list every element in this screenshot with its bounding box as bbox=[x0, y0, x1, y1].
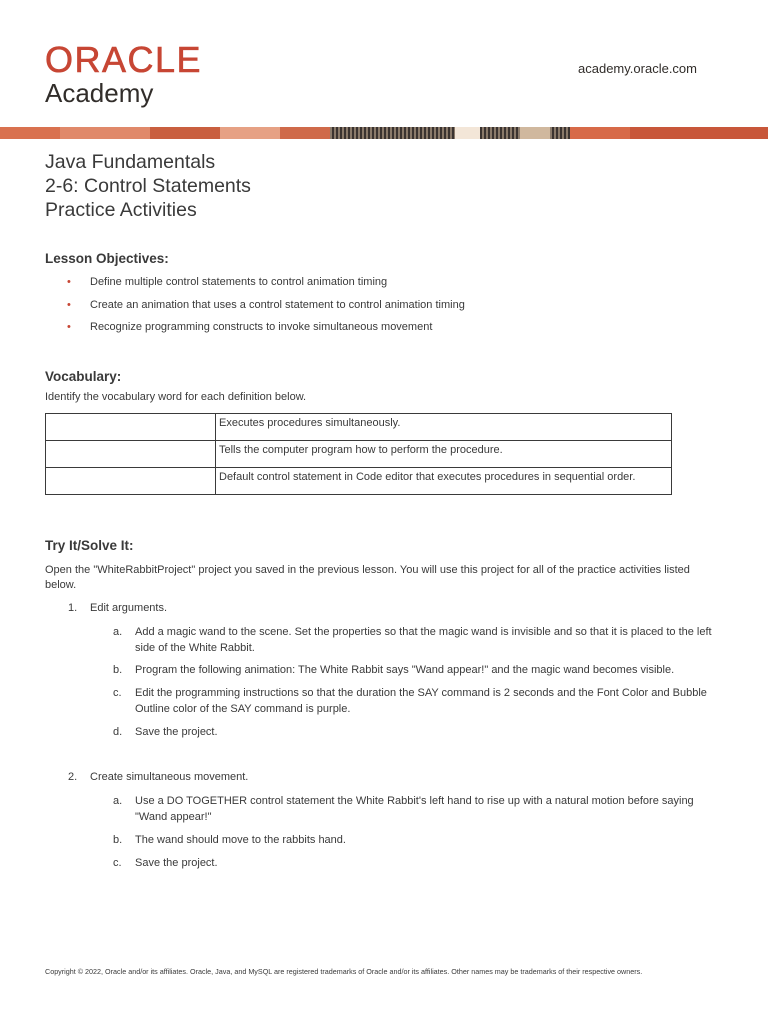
vocabulary-heading: Vocabulary: bbox=[45, 369, 122, 384]
vocabulary-instruction-wrap bbox=[45, 390, 685, 405]
task-label: Create simultaneous movement. bbox=[90, 771, 249, 783]
lesson-title: 2-6: Control Statements bbox=[45, 175, 251, 197]
site-url[interactable]: academy.oracle.com bbox=[578, 61, 697, 76]
table-row bbox=[46, 441, 672, 468]
definition-cell: Executes procedures simultaneously. bbox=[216, 414, 672, 441]
task-number: 2. bbox=[68, 771, 78, 783]
step-letter: a. bbox=[113, 795, 123, 807]
step-letter: d. bbox=[113, 726, 123, 738]
definition-cell: Tells the computer program how to perform the procedure. bbox=[216, 441, 672, 468]
objectives-list-wrap bbox=[45, 275, 685, 343]
step-text: Save the project. bbox=[135, 857, 218, 869]
list-item: • Define multiple control statements to control animation timing bbox=[67, 276, 388, 288]
decorative-banner bbox=[0, 127, 768, 139]
logo-academy-text: Academy bbox=[45, 78, 154, 108]
step-text: Add a magic wand to the scene. Set the properties so that the magic wand is invisible and so that it is placed to the left side of the White Rabbit. bbox=[135, 626, 712, 654]
step-letter: b. bbox=[113, 664, 123, 676]
try-it-section bbox=[45, 538, 685, 553]
vocabulary-instruction: Identify the vocabulary word for each definition below. bbox=[45, 391, 307, 403]
objectives-list bbox=[45, 275, 685, 334]
document-title bbox=[45, 150, 251, 222]
term-cell[interactable] bbox=[46, 468, 216, 495]
term-cell[interactable] bbox=[46, 441, 216, 468]
task-label: Edit arguments. bbox=[90, 602, 168, 614]
step-letter: c. bbox=[113, 857, 122, 869]
step-text: Use a DO TOGETHER control statement the White Rabbit's left hand to rise up with a natural motion before saying "Wand appear!" bbox=[135, 795, 694, 823]
table-row bbox=[46, 468, 672, 495]
step-letter: c. bbox=[113, 687, 122, 699]
objectives-heading: Lesson Objectives: bbox=[45, 251, 169, 266]
activity-title: Practice Activities bbox=[45, 199, 197, 221]
try-it-intro: Open the "WhiteRabbitProject" project you saved in the previous lesson. You will use this project for all of the practice activities listed below. bbox=[45, 564, 690, 591]
step-text: Save the project. bbox=[135, 726, 218, 738]
objectives-section bbox=[45, 251, 685, 266]
oracle-academy-logo bbox=[45, 39, 203, 108]
try-it-intro-wrap bbox=[45, 563, 715, 593]
bullet-icon: • bbox=[67, 298, 71, 311]
step-letter: a. bbox=[113, 626, 123, 638]
vocabulary-section bbox=[45, 369, 685, 384]
step-text: Program the following animation: The White Rabbit says "Wand appear!" and the magic wand becomes visible. bbox=[135, 664, 675, 676]
course-title: Java Fundamentals bbox=[45, 151, 216, 173]
bullet-icon: • bbox=[67, 321, 71, 333]
term-cell[interactable] bbox=[46, 414, 216, 441]
bullet-icon: • bbox=[67, 276, 71, 288]
step-text: The wand should move to the rabbits hand. bbox=[135, 834, 346, 846]
try-it-heading: Try It/Solve It: bbox=[45, 538, 134, 553]
list-item: • Recognize programming constructs to invoke simultaneous movement bbox=[67, 321, 433, 333]
list-item: • Create an animation that uses a control statement to control animation timing bbox=[67, 298, 465, 311]
table-row bbox=[46, 414, 672, 441]
definition-cell: Default control statement in Code editor that executes procedures in sequential order. bbox=[216, 468, 672, 495]
vocabulary-table bbox=[45, 413, 672, 495]
copyright-footer: Copyright © 2022, Oracle and/or its affiliates. Oracle, Java, and MySQL are registered trademarks of Oracle and/or its affiliates. Other names may be trademarks of their respective owners. bbox=[45, 967, 643, 976]
logo-oracle-text: ORACLE bbox=[45, 39, 203, 80]
task-number: 1. bbox=[68, 602, 78, 614]
step-letter: b. bbox=[113, 834, 123, 846]
step-text: Edit the programming instructions so that the duration the SAY command is 2 seconds and the Font Color and Bubble Outline color of the SAY command is purple. bbox=[135, 687, 707, 715]
